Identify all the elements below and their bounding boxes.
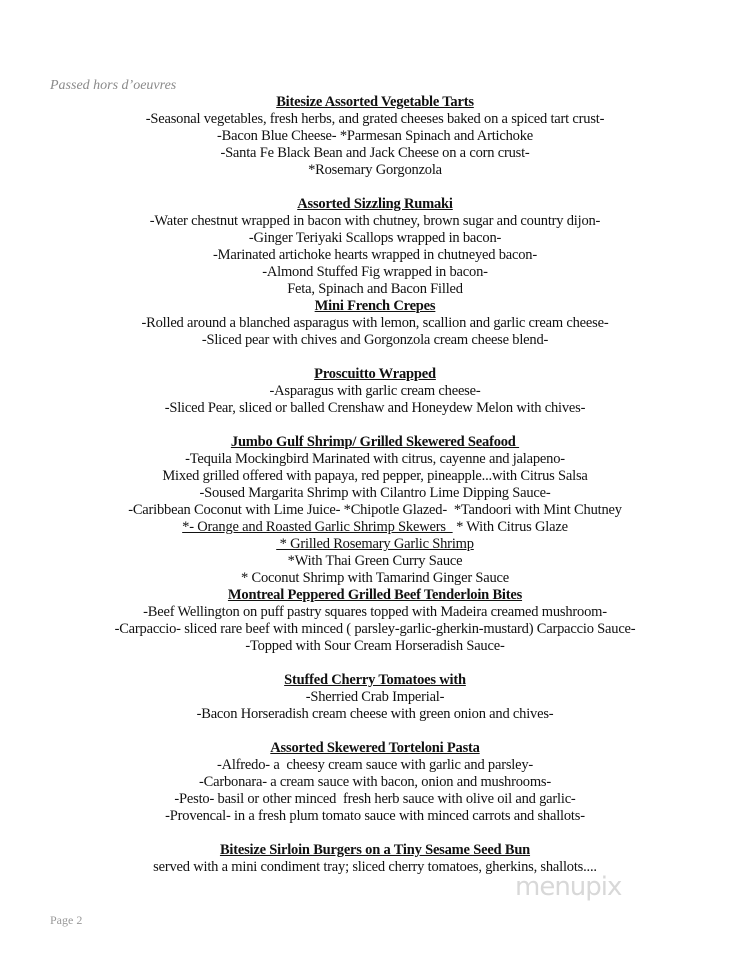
item-text: -Santa Fe Black Bean and Jack Cheese on a corn crust-: [220, 145, 530, 161]
menu-item-line: [0, 264, 750, 281]
menu-item-line: [0, 485, 750, 502]
menu-item-line: [0, 621, 750, 638]
section-spacer: [0, 417, 750, 434]
menu-section: [0, 587, 750, 672]
menu-item-line: [0, 332, 750, 349]
menu-item-line: [0, 230, 750, 247]
menu-item-line: [0, 808, 750, 825]
section-spacer: [0, 655, 750, 672]
menu-item-line: [0, 145, 750, 162]
menu-section: [0, 94, 750, 196]
item-text: -Asparagus with garlic cream cheese-: [269, 383, 481, 399]
menu-item-line: [0, 757, 750, 774]
item-text: * Coconut Shrimp with Tamarind Ginger Sauce: [241, 570, 509, 586]
item-text: -Carpaccio- sliced rare beef with minced ( parsley-garlic-gherkin-mustard) Carpaccio Sauce-: [114, 621, 636, 637]
menu-item-line: [0, 247, 750, 264]
item-text: -Water chestnut wrapped in bacon with chutney, brown sugar and country dijon-: [149, 213, 601, 229]
page-number: Page 2: [50, 913, 83, 927]
section-spacer: [0, 825, 750, 842]
watermark-logo: menupix: [515, 872, 622, 902]
underlined-text: *- Orange and Roasted Garlic Shrimp Skewers: [182, 519, 453, 535]
section-heading: Montreal Peppered Grilled Beef Tenderloin Bites: [227, 587, 523, 603]
menu-subtitle: Passed hors d’oeuvres: [50, 78, 177, 93]
section-heading: Bitesize Assorted Vegetable Tarts: [276, 94, 474, 110]
underlined-text: * Grilled Rosemary Garlic Shrimp: [276, 536, 474, 552]
item-text: served with a mini condiment tray; sliced cherry tomatoes, gherkins, shallots....: [153, 859, 597, 875]
menu-section: [0, 842, 750, 876]
item-text: -Caribbean Coconut with Lime Juice- *Chipotle Glazed- *Tandoori with Mint Chutney: [128, 502, 622, 518]
menu-item-line: [0, 281, 750, 298]
item-text: -Almond Stuffed Fig wrapped in bacon-: [262, 264, 488, 280]
section-heading: Assorted Sizzling Rumaki: [297, 196, 453, 212]
item-text: -Bacon Blue Cheese- *Parmesan Spinach and Artichoke: [217, 128, 533, 144]
section-spacer: [0, 179, 750, 196]
menu-section: [0, 740, 750, 842]
item-text: -Sherried Crab Imperial-: [305, 689, 445, 705]
item-text: -Beef Wellington on puff pastry squares topped with Madeira creamed mushroom-: [143, 604, 607, 620]
item-text: -Topped with Sour Cream Horseradish Sauce-: [245, 638, 505, 654]
menu-item-line: [0, 468, 750, 485]
item-text: -Alfredo- a cheesy cream sauce with garlic and parsley-: [216, 757, 534, 773]
menu-section: [0, 434, 750, 587]
section-spacer: [0, 723, 750, 740]
menu-item-line: [0, 553, 750, 570]
section-heading: Mini French Crepes: [314, 298, 436, 314]
item-text: -Seasonal vegetables, fresh herbs, and grated cheeses baked on a spiced tart crust-: [145, 111, 605, 127]
menu-item-line: [0, 774, 750, 791]
menu-item-line: [0, 604, 750, 621]
item-text: -Rolled around a blanched asparagus with lemon, scallion and garlic cream cheese-: [141, 315, 609, 331]
menu-item-line: [0, 859, 750, 876]
menu-section: [0, 672, 750, 740]
menu-item-line: [0, 502, 750, 519]
menu-content: [0, 94, 750, 876]
item-text: *Rosemary Gorgonzola: [308, 162, 442, 178]
menu-item-line: [0, 570, 750, 587]
menu-item-line: [0, 519, 750, 536]
item-text: -Sliced pear with chives and Gorgonzola cream cheese blend-: [201, 332, 549, 348]
menu-item-line: [0, 111, 750, 128]
section-spacer: [0, 349, 750, 366]
item-text: -Tequila Mockingbird Marinated with citrus, cayenne and jalapeno-: [185, 451, 565, 467]
menu-item-line: [0, 128, 750, 145]
menu-section: [0, 298, 750, 366]
section-heading: Stuffed Cherry Tomatoes with: [284, 672, 466, 688]
section-heading: Bitesize Sirloin Burgers on a Tiny Sesame Seed Bun: [219, 842, 531, 858]
item-text: Feta, Spinach and Bacon Filled: [287, 281, 463, 297]
menu-item-line: [0, 213, 750, 230]
item-text: -Bacon Horseradish cream cheese with green onion and chives-: [196, 706, 554, 722]
menu-item-line: [0, 315, 750, 332]
menu-item-line: [0, 536, 750, 553]
item-text: -Marinated artichoke hearts wrapped in chutneyed bacon-: [213, 247, 537, 263]
item-text: * With Citrus Glaze: [452, 519, 568, 535]
menu-item-line: [0, 791, 750, 808]
section-heading: Assorted Skewered Torteloni Pasta: [270, 740, 480, 756]
menu-item-line: [0, 383, 750, 400]
item-text: -Pesto- basil or other minced fresh herb sauce with olive oil and garlic-: [174, 791, 576, 807]
item-text: -Soused Margarita Shrimp with Cilantro Lime Dipping Sauce-: [199, 485, 551, 501]
menu-item-line: [0, 451, 750, 468]
section-heading: Jumbo Gulf Shrimp/ Grilled Skewered Seafood: [230, 434, 520, 450]
item-text: Mixed grilled offered with papaya, red pepper, pineapple...with Citrus Salsa: [162, 468, 588, 484]
item-text: -Sliced Pear, sliced or balled Crenshaw and Honeydew Melon with chives-: [164, 400, 586, 416]
menu-section: [0, 366, 750, 434]
item-text: -Carbonara- a cream sauce with bacon, onion and mushrooms-: [199, 774, 551, 790]
menu-item-line: [0, 689, 750, 706]
item-text: -Ginger Teriyaki Scallops wrapped in bacon-: [248, 230, 502, 246]
menu-item-line: [0, 706, 750, 723]
menu-item-line: [0, 400, 750, 417]
section-heading: Proscuitto Wrapped: [314, 366, 436, 382]
item-text: -Provencal- in a fresh plum tomato sauce with minced carrots and shallots-: [165, 808, 585, 824]
menu-item-line: [0, 162, 750, 179]
menu-section: [0, 196, 750, 298]
menu-item-line: [0, 638, 750, 655]
item-text: *With Thai Green Curry Sauce: [287, 553, 463, 569]
